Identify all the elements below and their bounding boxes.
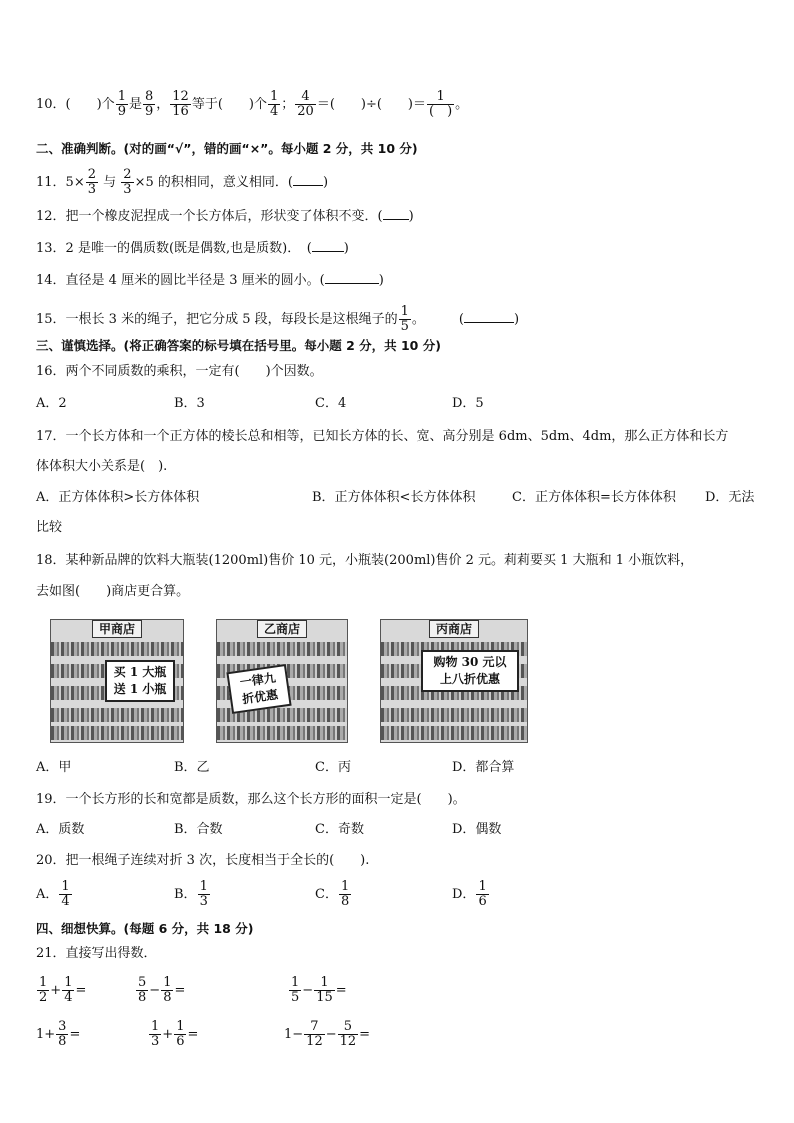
- question-20: 20．把一根绳子连续对折 3 次，长度相当于全长的( ).: [36, 853, 370, 868]
- section-2-heading: 二、准确判断。(对的画“√”，错的画“×”。每小题 2 分，共 10 分): [36, 141, 418, 156]
- fraction: $\frac{1}{5}$: [400, 304, 409, 334]
- q10-text: 。: [455, 97, 469, 112]
- section-3-heading: 三、谨慎选择。(将正确答案的标号填在括号里。每小题 2 分，共 10 分): [36, 338, 441, 353]
- option-b[interactable]: B．3: [174, 396, 205, 411]
- option-a[interactable]: A．质数: [36, 822, 85, 837]
- calc-item: 1− $\frac{7}{12}$ − $\frac{5}{12}$ =: [284, 1019, 371, 1049]
- option-d[interactable]: D． $\frac{1}{6}$: [452, 879, 487, 909]
- section-4-heading: 四、细想快算。(每题 6 分，共 18 分): [36, 921, 254, 936]
- option-d[interactable]: D．都合算: [452, 760, 515, 775]
- option-c[interactable]: C．丙: [315, 760, 351, 775]
- calc-item: $\frac{1}{5}$ − $\frac{1}{15}$ =: [291, 975, 347, 1005]
- option-a[interactable]: A．2: [36, 396, 67, 411]
- calc-item: $\frac{1}{3}$ + $\frac{1}{6}$ =: [151, 1019, 199, 1049]
- option-d[interactable]: D．无法: [705, 490, 755, 505]
- answer-blank[interactable]: [464, 310, 514, 323]
- fraction: $\frac{1}{4}$: [61, 879, 70, 909]
- store-tag: 丙商店: [429, 620, 479, 638]
- store-photo-yi: [216, 619, 348, 743]
- q10-text: ；: [281, 97, 295, 112]
- store-tag: 甲商店: [92, 620, 142, 638]
- option-d[interactable]: D．5: [452, 396, 484, 411]
- question-21: 21．直接写出得数．: [36, 946, 157, 961]
- promo-sign: 购物 30 元以 上八折优惠: [421, 650, 519, 692]
- fraction: $\frac{2}{3}$: [123, 167, 132, 197]
- question-11: 11．5× $\frac{2}{3}$ 与 $\frac{2}{3}$ ×5 的积相同，意义相同．( ): [36, 167, 329, 197]
- option-a[interactable]: A．甲: [36, 760, 72, 775]
- answer-blank[interactable]: [325, 271, 379, 284]
- q10-text: 10．( )个: [36, 97, 115, 112]
- question-14: 14．直径是 4 厘米的圆比半径是 3 厘米的圆小。( ): [36, 273, 384, 288]
- promo-sign: 一律九 折优惠: [226, 664, 291, 714]
- option-b[interactable]: B． $\frac{1}{3}$: [174, 879, 208, 909]
- store-photo-bing: [380, 619, 528, 743]
- question-10: [36, 90, 468, 119]
- question-18: 18．某种新品牌的饮料大瓶装(1200ml)售价 10 元，小瓶装(200ml)售价 2 元。莉莉要买 1 大瓶和 1 小瓶饮料，: [36, 553, 694, 568]
- calc-item: 1+ $\frac{3}{8}$ =: [36, 1019, 81, 1049]
- option-b[interactable]: B．合数: [174, 822, 223, 837]
- promo-sign: 买 1 大瓶 送 1 小瓶: [105, 660, 175, 702]
- option-d-continued: 比较: [36, 520, 63, 535]
- store-photo-jia: [50, 619, 184, 743]
- calc-item: $\frac{1}{2}$ + $\frac{1}{4}$ =: [39, 975, 87, 1005]
- question-17-line2: 体体积大小关系是( ).: [36, 459, 168, 474]
- answer-blank[interactable]: [293, 173, 323, 186]
- fraction: $\frac{1}{9}$: [117, 89, 126, 119]
- fraction: $\frac{12}{16}$: [172, 89, 189, 119]
- fraction: $\frac{1}{8}$: [340, 879, 350, 909]
- question-18-line2: 去如图( )商店更合算。: [36, 584, 190, 599]
- q10-text: 等于( )个: [191, 97, 267, 112]
- answer-blank[interactable]: [312, 239, 344, 252]
- option-b[interactable]: B．乙: [174, 760, 210, 775]
- option-a[interactable]: A．正方体体积>长方体体积: [36, 490, 200, 505]
- fraction: $\frac{1}{6}$: [478, 879, 487, 909]
- fraction: $\frac{8}{9}$: [144, 89, 154, 119]
- fraction: $\frac{1}{( )}$: [429, 89, 453, 119]
- answer-blank[interactable]: [383, 207, 409, 220]
- option-c[interactable]: C．4: [315, 396, 347, 411]
- question-16: 16．两个不同质数的乘积，一定有( )个因数。: [36, 364, 323, 379]
- option-b[interactable]: B．正方体体积<长方体体积: [312, 490, 476, 505]
- option-c[interactable]: C．奇数: [315, 822, 364, 837]
- fraction: $\frac{1}{4}$: [269, 89, 279, 119]
- question-15: 15．一根长 3 米的绳子，把它分成 5 段，每段长是这根绳子的 $\frac{1}{5}$ 。 ( ): [36, 304, 520, 334]
- option-c[interactable]: C． $\frac{1}{8}$: [315, 879, 350, 909]
- fraction: $\frac{4}{20}$: [297, 89, 314, 119]
- store-tag: 乙商店: [257, 620, 307, 638]
- option-d[interactable]: D．偶数: [452, 822, 502, 837]
- question-13: 13．2 是唯一的偶质数(既是偶数,也是质数)． ( ): [36, 241, 349, 256]
- question-12: 12．把一个橡皮泥捏成一个长方体后，形状变了体积不变．( ): [36, 209, 414, 224]
- q10-text: ＝( )÷( )＝: [316, 97, 427, 112]
- option-a[interactable]: A． $\frac{1}{4}$: [36, 879, 70, 909]
- fraction: $\frac{1}{3}$: [199, 879, 208, 909]
- calc-item: $\frac{5}{8}$ − $\frac{1}{8}$ =: [138, 975, 186, 1005]
- fraction: $\frac{2}{3}$: [87, 167, 96, 197]
- option-c[interactable]: C．正方体体积=长方体体积: [512, 490, 676, 505]
- question-17: 17．一个长方体和一个正方体的棱长总和相等，已知长方体的长、宽、高分别是 6dm、5dm、4dm，那么正方体和长方: [36, 429, 729, 444]
- question-19: 19．一个长方形的长和宽都是质数，那么这个长方形的面积一定是( )。: [36, 792, 466, 807]
- q10-text: 是: [128, 97, 142, 112]
- q10-text: ，: [156, 97, 170, 112]
